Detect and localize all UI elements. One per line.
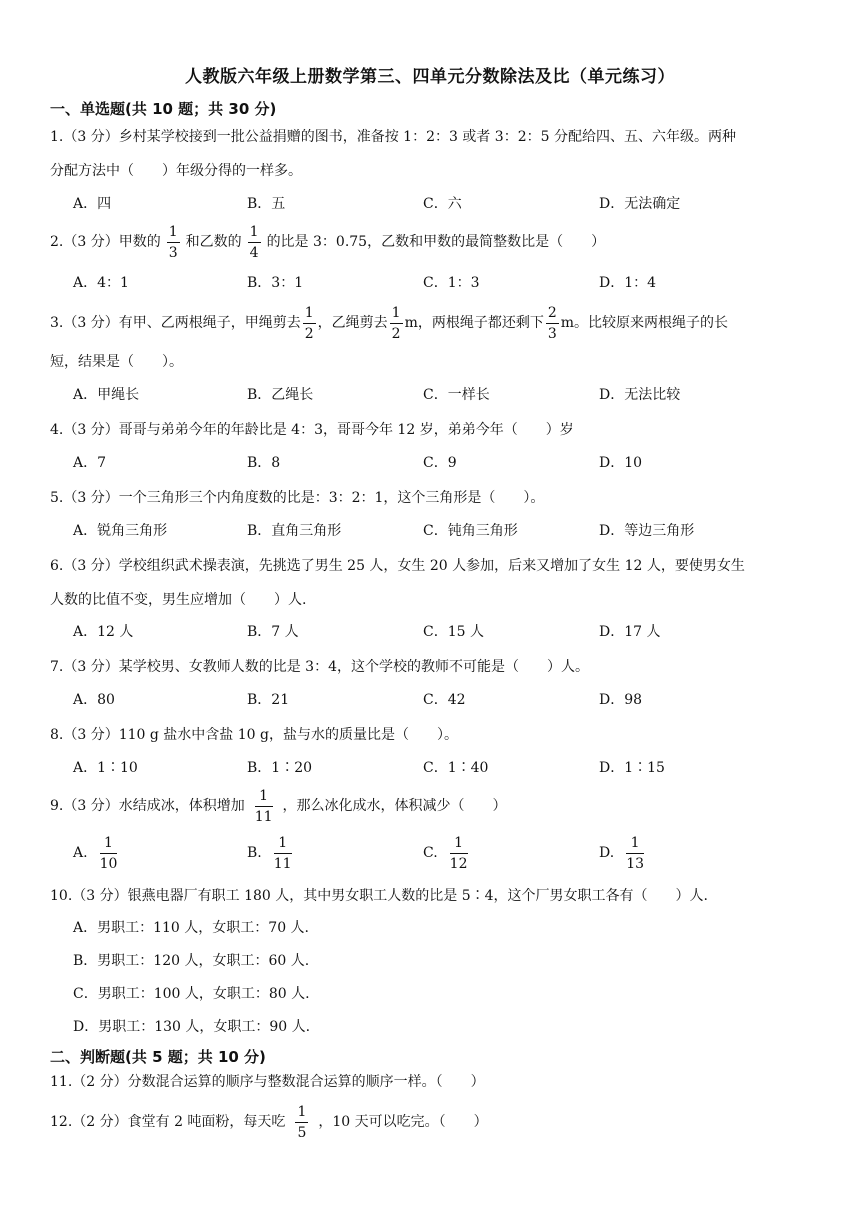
options-q4 (73, 448, 833, 478)
fraction: $\frac{1}{11}$ (254, 787, 273, 825)
option-b[interactable]: B. $\frac{1}{11}$ (247, 834, 292, 872)
question-3 (50, 303, 810, 343)
question-text: ，10 天可以吃完。（ ） (318, 1114, 488, 1130)
option-b[interactable]: B．7 人 (247, 624, 299, 640)
page-title: 人教版六年级上册数学第三、四单元分数除法及比（单元练习） (185, 67, 675, 87)
option-c[interactable]: C．9 (423, 455, 457, 471)
option-a[interactable]: A．4：1 (73, 275, 129, 291)
question-text: 9.（3 分）水结成冰，体积增加 (50, 798, 245, 814)
section-heading-true-false: 二、判断题(共 5 题；共 10 分) (50, 1048, 266, 1066)
options-q3 (73, 380, 833, 410)
fraction: $\frac{1}{2}$ (391, 304, 401, 342)
options-q6 (73, 617, 833, 647)
fraction: $\frac{1}{5}$ (297, 1103, 307, 1141)
option-b[interactable]: B．8 (247, 455, 281, 471)
question-text: ，乙绳剪去 (317, 315, 388, 331)
question-text: 分配方法中（ ）年级分得的一样多。 (50, 163, 302, 179)
option-b[interactable]: B．直角三角形 (247, 523, 342, 539)
question-10 (50, 879, 810, 913)
question-text: m，两根绳子都还剩下 (404, 315, 544, 331)
question-text: 4.（3 分）哥哥与弟弟今年的年龄比是 4：3，哥哥今年 12 岁，弟弟今年（ ）岁 (50, 422, 574, 438)
option-d[interactable]: D．98 (599, 692, 643, 708)
option-b[interactable]: B．男职工：120 人，女职工：60 人. (73, 953, 310, 969)
question-8 (50, 718, 810, 752)
option-d[interactable]: D．17 人 (599, 624, 661, 640)
option-a[interactable]: A．80 (73, 692, 115, 708)
option-d[interactable]: D．男职工：130 人，女职工：90 人. (73, 1019, 311, 1035)
fraction: $\frac{1}{11}$ (273, 834, 292, 872)
option-c[interactable]: C．42 (423, 692, 466, 708)
option-d[interactable]: D．等边三角形 (599, 523, 695, 539)
option-b[interactable]: B．五 (247, 196, 286, 212)
fraction: $\frac{1}{2}$ (304, 304, 314, 342)
question-11 (50, 1065, 810, 1099)
options-q1 (73, 189, 833, 219)
question-text: 的比是 3：0.75，乙数和甲数的最简整数比是（ ） (266, 234, 606, 250)
option-c[interactable]: C．1：3 (423, 275, 480, 291)
question-text: ，那么冰化成水，体积减少（ ） (282, 798, 507, 814)
fraction: $\frac{1}{13}$ (626, 834, 645, 872)
section-heading-single-choice: 一、单选题(共 10 题；共 30 分) (50, 100, 277, 118)
option-c[interactable]: C. $\frac{1}{12}$ (423, 834, 468, 872)
fraction: $\frac{1}{4}$ (249, 223, 259, 261)
options-q5 (73, 516, 833, 546)
question-text: 人数的比值不变，男生应增加（ ）人. (50, 592, 307, 608)
question-text: 5.（3 分）一个三角形三个内角度数的比是：3：2：1，这个三角形是（ ）。 (50, 490, 545, 506)
option-b[interactable]: B．21 (247, 692, 290, 708)
option-d[interactable]: D．1：4 (599, 275, 657, 291)
option-a[interactable]: A．12 人 (73, 624, 134, 640)
question-text: 2.（3 分）甲数的 (50, 234, 161, 250)
fraction: $\frac{1}{12}$ (449, 834, 468, 872)
option-d[interactable]: D．10 (599, 455, 643, 471)
options-q7 (73, 685, 833, 715)
options-q2 (73, 268, 833, 298)
options-q9 (73, 832, 833, 874)
option-d[interactable]: D．1∶15 (599, 760, 665, 776)
option-c[interactable]: C．15 人 (423, 624, 484, 640)
option-c[interactable]: C．一样长 (423, 387, 490, 403)
question-6 (50, 549, 810, 617)
question-12 (50, 1101, 810, 1143)
option-c[interactable]: C．男职工：100 人，女职工：80 人. (73, 986, 310, 1002)
option-d[interactable]: D．无法比较 (599, 387, 681, 403)
option-a[interactable]: A．锐角三角形 (73, 523, 168, 539)
question-9 (50, 785, 810, 827)
option-a[interactable]: A. $\frac{1}{10}$ (73, 834, 118, 872)
question-7 (50, 650, 810, 684)
question-text: 12.（2 分）食堂有 2 吨面粉，每天吃 (50, 1114, 286, 1130)
option-a[interactable]: A．7 (73, 455, 107, 471)
option-d[interactable]: D. $\frac{1}{13}$ (599, 834, 645, 872)
fraction: $\frac{1}{10}$ (99, 834, 118, 872)
question-text: 1.（3 分）乡村某学校接到一批公益捐赠的图书，准备按 1：2：3 或者 3：2：5 分配给四、五、六年级。两种 (50, 129, 736, 145)
option-a[interactable]: A．甲绳长 (73, 387, 140, 403)
options-q8 (73, 753, 833, 783)
question-1 (50, 120, 810, 188)
question-text: 10.（3 分）银燕电器厂有职工 180 人，其中男女职工人数的比是 5∶4，这个厂男女职工各有（ ）人. (50, 888, 708, 904)
question-text: 短，结果是（ ）。 (50, 354, 183, 370)
option-a[interactable]: A．男职工：110 人，女职工：70 人. (73, 920, 309, 936)
option-a[interactable]: A．四 (73, 196, 112, 212)
question-text: 8.（3 分）110 g 盐水中含盐 10 g，盐与水的质量比是（ ）。 (50, 727, 458, 743)
question-5 (50, 481, 810, 515)
fraction: $\frac{1}{3}$ (168, 223, 178, 261)
option-c[interactable]: C．六 (423, 196, 462, 212)
question-2 (50, 222, 810, 262)
question-4 (50, 413, 810, 447)
option-c[interactable]: C．1∶40 (423, 760, 489, 776)
question-text: m。比较原来两根绳子的长 (560, 315, 729, 331)
option-b[interactable]: B．3：1 (247, 275, 304, 291)
option-d[interactable]: D．无法确定 (599, 196, 681, 212)
option-c[interactable]: C．钝角三角形 (423, 523, 518, 539)
question-text: 7.（3 分）某学校男、女教师人数的比是 3：4，这个学校的教师不可能是（ ）人。 (50, 659, 589, 675)
question-text: 6.（3 分）学校组织武术操表演，先挑选了男生 25 人，女生 20 人参加，后来又增加了女生 12 人，要使男女生 (50, 558, 745, 574)
option-b[interactable]: B．乙绳长 (247, 387, 314, 403)
question-text: 11.（2 分）分数混合运算的顺序与整数混合运算的顺序一样。（ ） (50, 1074, 485, 1090)
question-text: 和乙数的 (185, 234, 242, 250)
fraction: $\frac{2}{3}$ (547, 304, 557, 342)
option-b[interactable]: B．1∶20 (247, 760, 313, 776)
option-a[interactable]: A．1∶10 (73, 760, 138, 776)
question-text: 3.（3 分）有甲、乙两根绳子，甲绳剪去 (50, 315, 301, 331)
question-3-cont (50, 345, 810, 379)
